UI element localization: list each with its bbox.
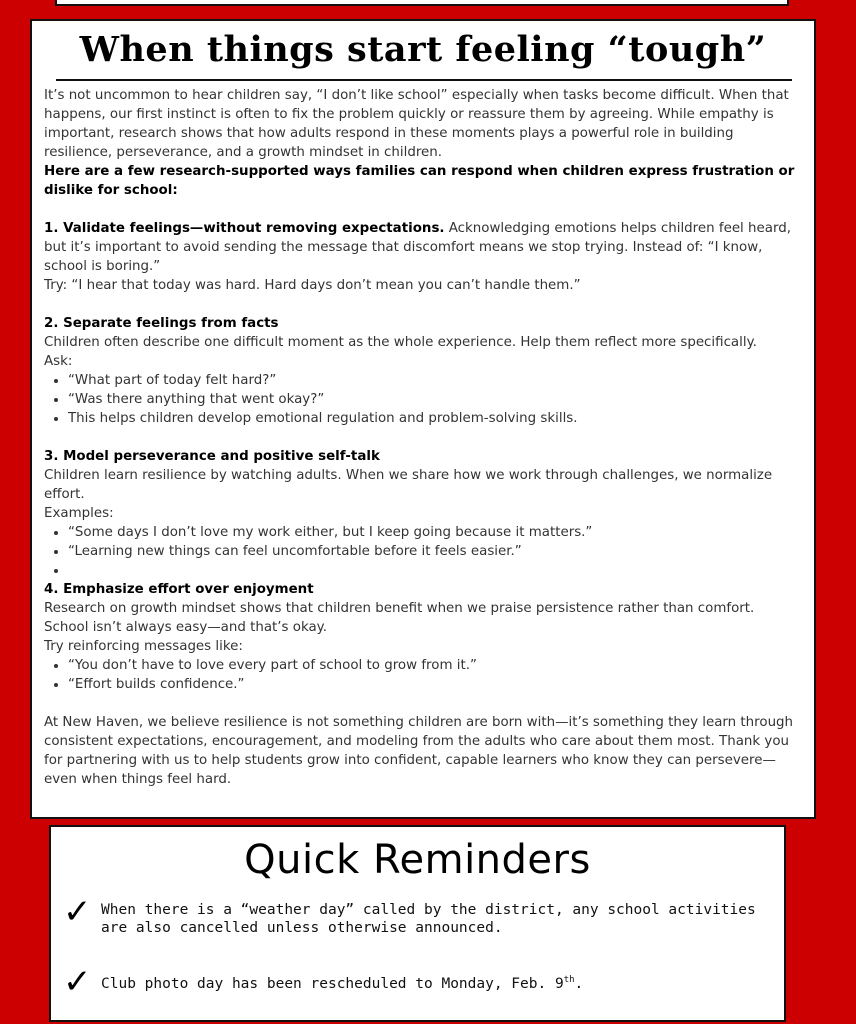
list-item: • “Some days I don’t love my work either, but I keep going because it matters.” xyxy=(68,523,802,542)
quick-reminders-section xyxy=(49,825,786,1022)
section-1-text: Acknowledging emotions helps children feel heard, but it’s important to avoid sending the message that discomfort means we stop trying. Instead of: “I know, school is boring.” xyxy=(44,221,791,274)
section-2-ask: Ask: xyxy=(44,354,73,369)
section-2-heading: 2. Separate feelings from facts xyxy=(44,316,279,331)
section-2 xyxy=(44,314,802,333)
section-4-try: Try reinforcing messages like: xyxy=(44,639,243,654)
section-4 xyxy=(44,580,802,599)
list-item: • “What part of today felt hard?” xyxy=(68,371,802,390)
section-4-bullets xyxy=(44,656,802,694)
closing-paragraph: At New Haven, we believe resilience is not something children are born with—it’s something they learn through consistent expectations, encouragement, and modeling from the adults who care about them most. Thank you for partnering with us to help students grow into confident, capable learners who know they can persevere—even when things feel hard. xyxy=(44,715,794,787)
list-item: • “Effort builds confidence.” xyxy=(68,675,802,694)
list-item: • “You don’t have to love every part of school to grow from it.” xyxy=(68,656,802,675)
intro-paragraph: It’s not uncommon to hear children say, “I don’t like school” especially when tasks become difficult. When that happens, our first instinct is often to fix the problem quickly or reassure them by agreeing. While empathy is important, research shows that how adults respond in these moments plays a powerful role in building resilience, perseverance, and a growth mindset in children. xyxy=(44,88,789,160)
section-3-heading: 3. Model perseverance and positive self-talk xyxy=(44,449,380,464)
checkmark-icon: ✓ xyxy=(63,892,92,932)
previous-section-box xyxy=(55,0,789,6)
reminder-text: When there is a “weather day” called by the district, any school activities are also cancelled unless otherwise announced. xyxy=(101,902,756,936)
lead-text: Here are a few research-supported ways families can respond when children express frustration or dislike for school: xyxy=(44,164,795,198)
list-item: • “Was there anything that went okay?” xyxy=(68,390,802,409)
section-1 xyxy=(44,219,802,276)
reminders-title: Quick Reminders xyxy=(244,837,591,883)
title-divider xyxy=(56,79,792,81)
reminder-text xyxy=(101,971,772,993)
checkmark-icon: ✓ xyxy=(63,962,92,1002)
list-item xyxy=(68,561,802,580)
article-title: When things start feeling “tough” xyxy=(79,29,767,70)
lead-paragraph xyxy=(44,162,802,200)
list-item: • This helps children develop emotional regulation and problem-solving skills. xyxy=(68,409,802,428)
reminder-date-suffix: th xyxy=(563,975,575,985)
reminder-photo-end: . xyxy=(574,975,584,992)
list-item: • “Learning new things can feel uncomfortable before it feels easier.” xyxy=(68,542,802,561)
section-3-examples: Examples: xyxy=(44,506,114,521)
section-2-text: Children often describe one difficult moment as the whole experience. Help them reflect more specifically. xyxy=(44,335,757,350)
reminder-photo-text: Club photo day has been rescheduled to Monday, Feb. 9 xyxy=(101,975,564,992)
section-3-bullets xyxy=(44,523,802,580)
section-3 xyxy=(44,447,802,466)
section-3-text: Children learn resilience by watching adults. When we share how we work through challenges, we normalize effort. xyxy=(44,468,773,502)
section-4-text: Research on growth mindset shows that children benefit when we praise persistence rather than comfort. School isn’t always easy—and that’s okay. xyxy=(44,601,755,635)
section-1-try: Try: “I hear that today was hard. Hard days don’t mean you can’t handle them.” xyxy=(44,278,581,293)
section-1-heading: 1. Validate feelings—without removing expectations. xyxy=(44,221,445,236)
article-body xyxy=(44,86,802,789)
section-2-bullets xyxy=(44,371,802,428)
article-section xyxy=(30,19,816,819)
section-4-heading: 4. Emphasize effort over enjoyment xyxy=(44,582,314,597)
